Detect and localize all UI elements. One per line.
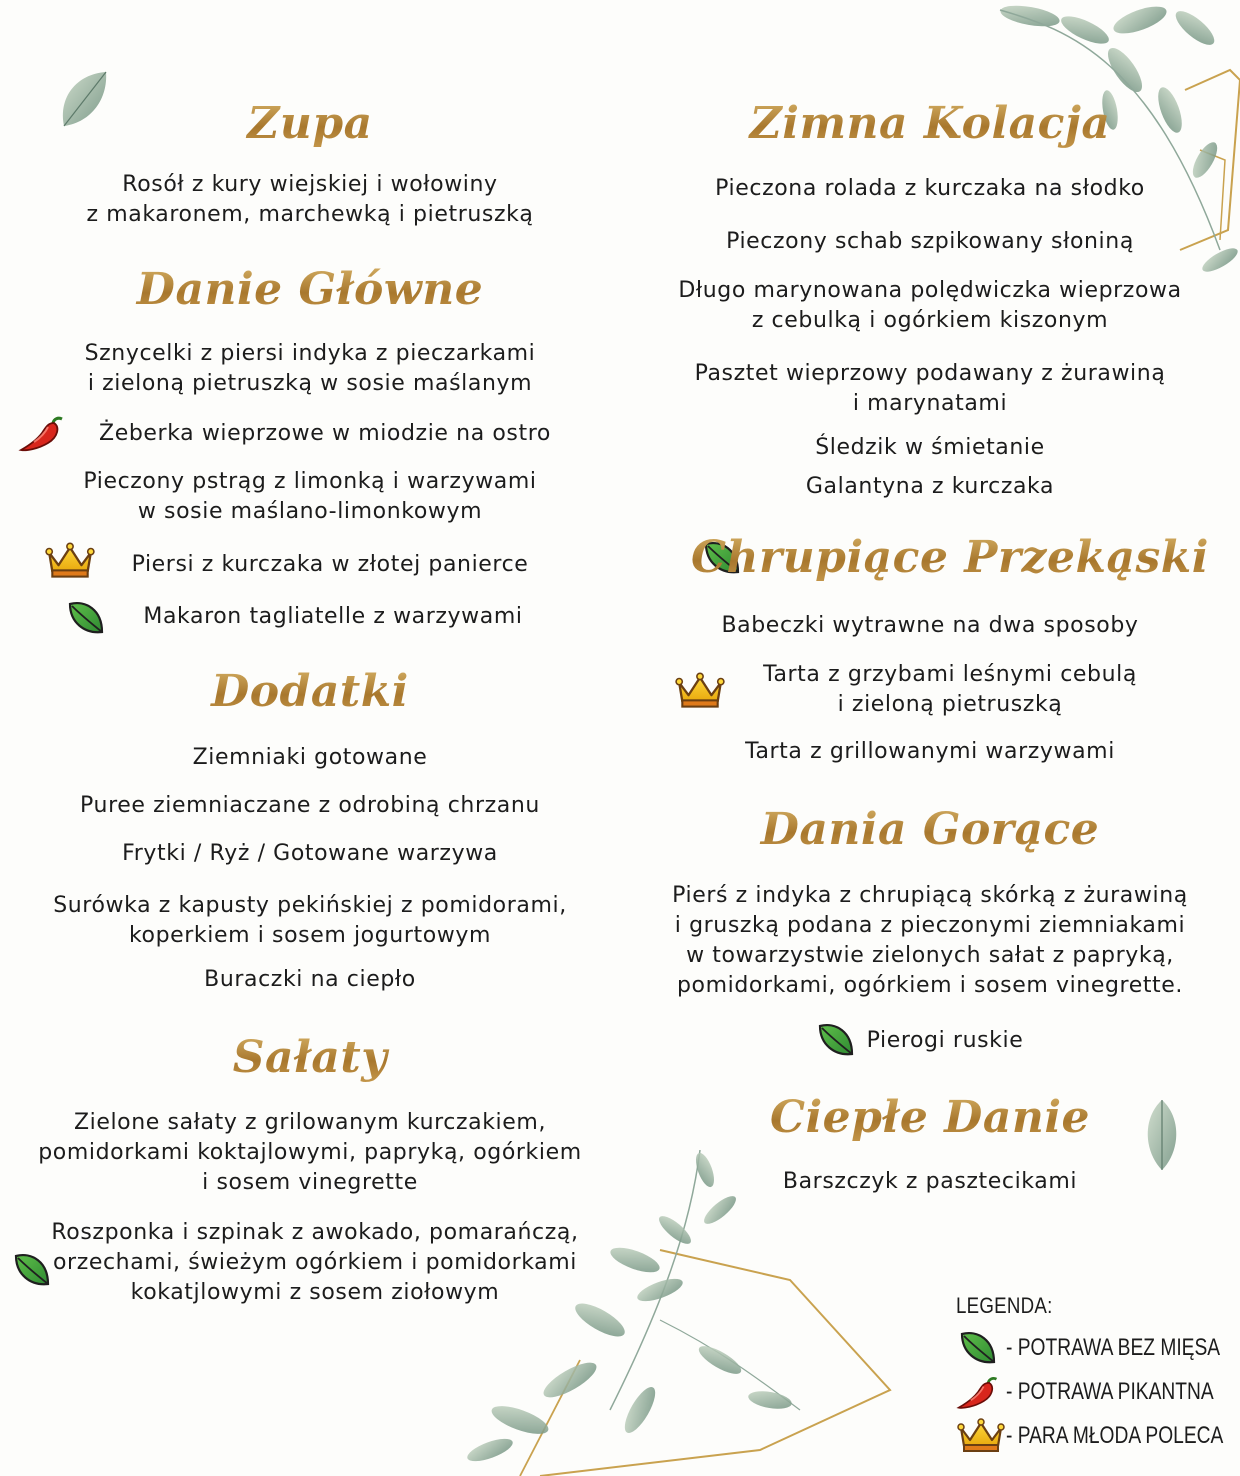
menu-item-line: Śledzik w śmietanie [815,435,1045,460]
menu-item-line: Rosół z kury wiejskiej i wołowiny [122,172,498,197]
menu-item [620,433,1240,463]
menu-item [0,170,620,230]
menu-item-line: Piersi z kurczaka w złotej panierce [131,552,529,577]
menu-item-line: Pasztet wieprzowy podawany z żurawiną [694,361,1166,386]
menu-item-line: Pieczony pstrąg z limonką i warzywami [83,469,537,494]
menu-item-line: Buraczki na ciepło [204,967,416,992]
menu-item-line: Roszponka i szpinak z awokado, pomarańczą, [51,1220,579,1245]
menu-item-line: Frytki / Ryż / Gotowane warzywa [122,841,498,866]
menu-item [660,660,1240,720]
heading-dodatki: Dodatki [0,664,620,720]
chili-pepper-icon [956,1372,1002,1412]
menu-item [620,1167,1240,1197]
menu-item-line: w sosie maślano-limonkowym [137,499,483,524]
menu-item-line: Tarta z grillowanymi warzywami [745,739,1115,764]
menu-item [0,965,620,995]
menu-item-line: Galantyna z kurczaka [805,474,1055,499]
legend-item-label: - POTRAWA BEZ MIĘSA [1006,1334,1221,1361]
menu-item-line: Pierś z indyka z chrupiącą skórką z żurawiną [672,883,1188,908]
menu-item [0,791,620,821]
heading-salaty: Sałaty [0,1030,620,1086]
menu-item-line: kokatjlowymi z sosem ziołowym [130,1280,500,1305]
menu-item-line: Babeczki wytrawne na dwa sposoby [721,613,1139,638]
menu-item [40,550,620,580]
menu-item [10,1218,620,1308]
menu-item-line: Zielone sałaty z grilowanym kurczakiem, [73,1110,547,1135]
menu-item [0,891,620,951]
menu-item-line: Pierogi ruskie [866,1028,1024,1053]
menu-item-line: Surówka z kapusty pekińskiej z pomidorami, [53,893,567,918]
menu-item-line: z makaronem, marchewką i pietruszką [86,202,534,227]
menu-item-line: i zieloną pietruszką [837,692,1063,717]
menu-item-line: Tarta z grzybami leśnymi cebulą [763,662,1137,687]
crown-icon [956,1418,1006,1454]
menu-item-line: Pieczona rolada z kurczaka na słodko [715,176,1145,201]
menu-item [0,839,620,869]
menu-item [620,472,1240,502]
menu-item [0,1108,620,1198]
menu-item [620,881,1240,1001]
menu-item-line: pomidorkami, ogórkiem i sosem vinegrette. [676,973,1184,998]
legend-title: LEGENDA: [956,1293,1053,1318]
heading-danie-glowne: Danie Główne [0,262,620,318]
menu-item-line: koperkiem i sosem jogurtowym [128,923,492,948]
menu-item-line: i zieloną pietruszką w sosie maślanym [87,371,533,396]
heading-zimna-kolacja: Zimna Kolacja [620,96,1240,152]
menu-item-line: Sznycelki z piersi indyka z pieczarkami [84,341,536,366]
legend-item-label: - PARA MŁODA POLECA [1006,1422,1224,1449]
decor-branch-bottom [460,1150,900,1476]
menu-item-line: Ziemniaki gotowane [192,745,428,770]
menu-item [0,339,620,399]
menu-item-line: Barszczyk z pasztecikami [782,1169,1078,1194]
menu-item [46,602,620,632]
heading-cieple-danie: Ciepłe Danie [620,1090,1240,1146]
menu-item [620,174,1240,204]
menu-item-line: Makaron tagliatelle z warzywami [143,604,523,629]
menu-item-line: i marynatami [852,391,1008,416]
menu-item [620,227,1240,257]
legend-item-label: - POTRAWA PIKANTNA [1006,1378,1214,1405]
menu-item-line: Pieczony schab szpikowany słoniną [726,229,1134,254]
menu-item [0,467,620,527]
menu-item-line: orzechami, świeżym ogórkiem i pomidorkami [53,1250,577,1275]
menu-item-line: i gruszką podana z pieczonymi ziemniakami [674,913,1186,938]
menu-item [620,737,1240,767]
heading-chrupiace-przekaski: Chrupiące Przekąski [660,530,1240,586]
menu-item-line: pomidorkami koktajlowymi, papryką, ogórkiem [38,1140,582,1165]
menu-item-line: Długo marynowana polędwiczka wieprzowa [678,278,1182,303]
menu-item [650,1026,1240,1056]
menu-item-line: Żeberka wieprzowe w miodzie na ostro [99,421,551,446]
menu-item [0,743,620,773]
menu-item [620,276,1240,336]
heading-dania-gorace: Dania Gorące [620,802,1240,858]
leaf-icon [958,1328,998,1368]
menu-item-line: i sosem vinegrette [202,1170,418,1195]
heading-zupa: Zupa [0,96,620,152]
menu-item [620,611,1240,641]
menu-item-line: w towarzystwie zielonych sałat z papryką, [686,943,1174,968]
menu-item-line: z cebulką i ogórkiem kiszonym [751,308,1109,333]
menu-item [30,419,620,449]
menu-item [620,359,1240,419]
menu-item-line: Puree ziemniaczane z odrobiną chrzanu [80,793,540,818]
